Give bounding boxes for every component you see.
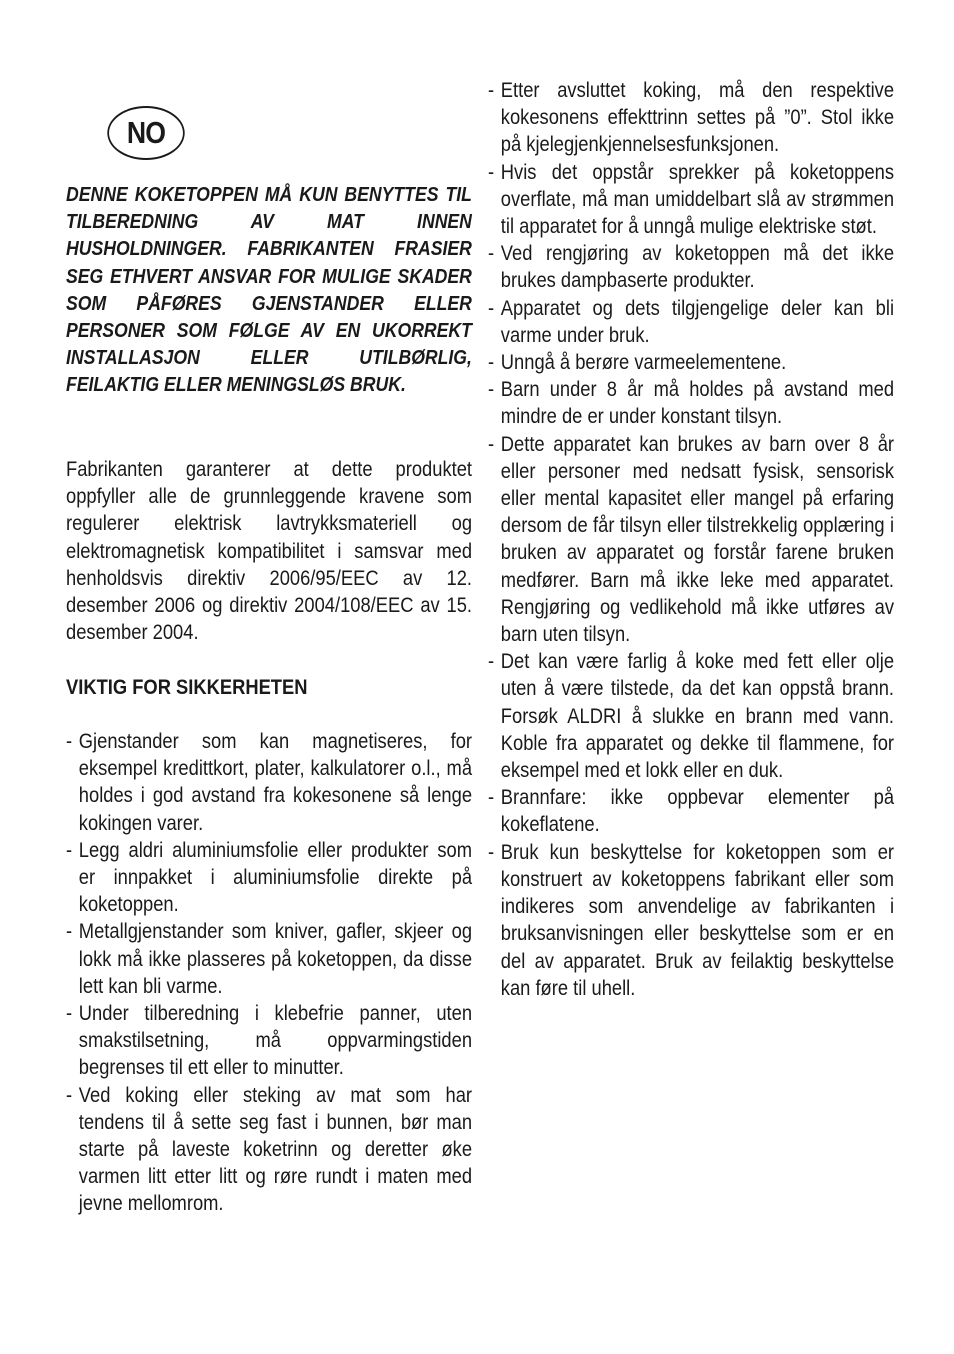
list-item: - Metallgjenstander som kniver, gafler, skjeer og lokk må ikke plasseres på koketoppen, da disse lett kan bli varme. xyxy=(66,918,472,1000)
compliance-statement: Fabrikanten garanterer at dette produktet oppfyller alle de grunnleggende kravene som regulerer elektrisk lavtrykksmateriell og elektromagnetisk kompatibilitet i samsvar med henholdsvis direktiv 2006/95/EEC av 12. desember 2006 og direktiv 2004/108/EEC av 15. desember 2004. xyxy=(66,457,473,645)
list-item: - Legg aldri aluminiumsfolie eller produkter som er innpakket i aluminiumsfolie direkte på koketoppen. xyxy=(66,837,472,919)
safety-list-right xyxy=(488,77,894,1002)
safety-heading: VIKTIG FOR SIKKERHETEN xyxy=(66,675,308,699)
list-item: - Apparatet og dets tilgjengelige deler kan bli varme under bruk. xyxy=(488,295,894,349)
list-item: - Gjenstander som kan magnetiseres, for eksempel kredittkort, plater, kalkulatorer o.l., må holdes i god avstand fra kokesonene så lenge kokingen varer. xyxy=(66,728,472,837)
list-item: - Etter avsluttet koking, må den respektive kokesonens effekttrinn settes på ”0”. Stol ikke på kjelegjenkjennelsesfunksjonen. xyxy=(488,77,894,159)
list-item: - Ved rengjøring av koketoppen må det ikke brukes dampbaserte produkter. xyxy=(488,240,894,294)
list-item: - Barn under 8 år må holdes på avstand med mindre de er under konstant tilsyn. xyxy=(488,376,894,430)
list-item: - Brannfare: ikke oppbevar elementer på kokeflatene. xyxy=(488,784,894,838)
warning-notice: DENNE KOKETOPPEN MÅ KUN BENYTTES TIL TILBEREDNING AV MAT INNEN HUSHOLDNINGER. FABRIKANTEN FRASIER SEG ETHVERT ANSVAR FOR MULIGE SKADER SOM PÅFØRES GJENSTANDER ELLER PERSONER SOM FØLGE AV EN UKORREKT INSTALLASJON ELLER UTILBØRLIG, FEILAKTIG ELLER MENINGSLØS BRUK. xyxy=(66,183,472,397)
list-item: - Unngå å berøre varmeelementene. xyxy=(488,349,894,376)
safety-list-left xyxy=(66,728,472,1218)
list-item: - Bruk kun beskyttelse for koketoppen som er konstruert av koketoppens fabrikant eller som indikeres som anvendelige av fabrikanten i bruksanvisningen eller beskyttelse som er en del av apparatet. Bruk av feilaktig beskyttelse kan føre til uhell. xyxy=(488,839,894,1002)
list-item: - Hvis det oppstår sprekker på koketoppens overflate, må man umiddelbart slå av strømmen til apparatet for å unngå mulige elektriske støt. xyxy=(488,159,894,241)
language-badge: NO xyxy=(107,106,184,160)
list-item: - Det kan være farlig å koke med fett eller olje uten å være tilstede, da det kan oppstå brann. Forsøk ALDRI å slukke en brann med vann. Koble fra apparatet og dekke til flammene, for eksempel med et lokk eller en duk. xyxy=(488,648,894,784)
list-item: - Ved koking eller steking av mat som har tendens til å sette seg fast i bunnen, bør man starte på laveste koketrinn og deretter øke varmen litt etter litt og røre rundt i maten med jevne mellomrom. xyxy=(66,1082,472,1218)
list-item: - Dette apparatet kan brukes av barn over 8 år eller personer med nedsatt fysisk, sensorisk eller mental kapasitet eller mangel på erfaring dersom de får tilsyn eller tilstrekkelig opplæring i bruken av apparatet og forstår farene bruken medfører. Barn må ikke leke med apparatet. Rengjøring og vedlikehold må ikke utføres av barn uten tilsyn. xyxy=(488,431,894,649)
list-item: - Under tilberedning i klebefrie panner, uten smakstilsetning, må oppvarmingstiden begrenses til ett eller to minutter. xyxy=(66,1000,472,1082)
